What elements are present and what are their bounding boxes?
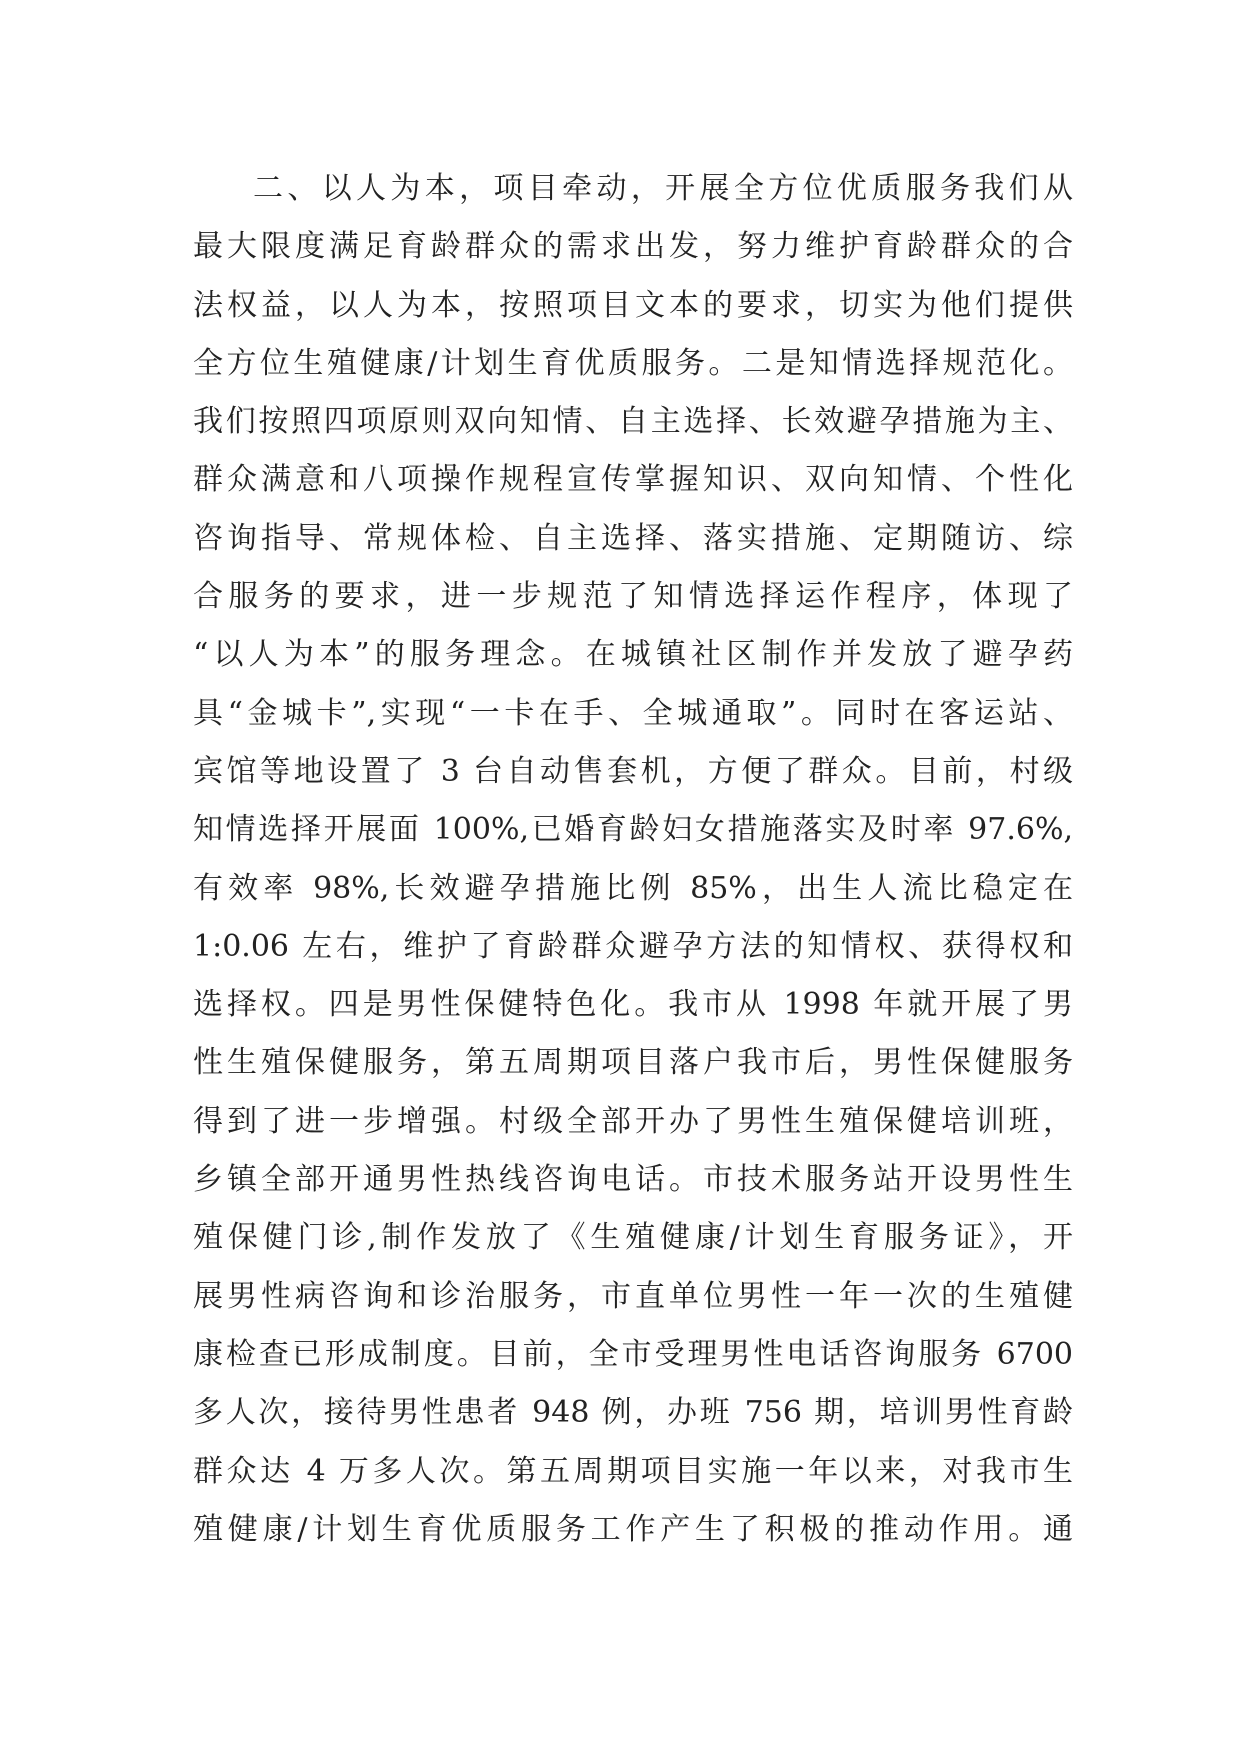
text-line: 1:0.06 左右，维护了育龄群众避孕方法的知情权、获得权和 [193,928,1073,964]
text-line: 全方位生殖健康/计划生育优质服务。二是知情选择规范化。 [193,345,1073,381]
text-line: 最大限度满足育龄群众的需求出发，努力维护育龄群众的合 [193,229,1073,265]
text-line: 殖健康/计划生育优质服务工作产生了积极的推动作用。通 [193,1511,1073,1547]
text-line: 展男性病咨询和诊治服务，市直单位男性一年一次的生殖健 [193,1278,1073,1314]
text-line: 有效率 98%,长效避孕措施比例 85%，出生人流比稳定在 [193,870,1073,906]
text-line: “以人为本”的服务理念。在城镇社区制作并发放了避孕药 [193,637,1073,673]
text-line: 群众达 4 万多人次。第五周期项目实施一年以来，对我市生 [193,1453,1073,1489]
text-line: 康检查已形成制度。目前，全市受理男性电话咨询服务 6700 [193,1336,1073,1372]
text-line: 殖保健门诊,制作发放了《生殖健康/计划生育服务证》，开 [193,1220,1073,1256]
text-line: 选择权。四是男性保健特色化。我市从 1998 年就开展了男 [193,987,1073,1023]
text-line: 群众满意和八项操作规程宣传掌握知识、双向知情、个性化 [193,462,1073,498]
text-line: 法权益，以人为本，按照项目文本的要求，切实为他们提供 [193,287,1073,323]
text-line: 合服务的要求，进一步规范了知情选择运作程序，体现了 [193,579,1073,615]
text-line: 性生殖保健服务，第五周期项目落户我市后，男性保健服务 [193,1045,1073,1081]
text-line: 宾馆等地设置了 3 台自动售套机，方便了群众。目前，村级 [193,753,1073,789]
text-line: 得到了进一步增强。村级全部开办了男性生殖保健培训班， [193,1103,1073,1139]
text-line: 具“金城卡”,实现“一卡在手、全城通取”。同时在客运站、 [193,695,1073,731]
text-line: 二、以人为本，项目牵动，开展全方位优质服务我们从 [253,171,1073,206]
text-line: 乡镇全部开通男性热线咨询电话。市技术服务站开设男性生 [193,1162,1073,1198]
body-paragraph [193,160,1073,1559]
text-line: 我们按照四项原则双向知情、自主选择、长效避孕措施为主、 [193,404,1073,440]
text-line: 知情选择开展面 100%,已婚育龄妇女措施落实及时率 97.6%, [193,812,1073,848]
text-line: 咨询指导、常规体检、自主选择、落实措施、定期随访、综 [193,520,1073,556]
text-line: 多人次，接待男性患者 948 例，办班 756 期，培训男性育龄 [193,1395,1073,1431]
